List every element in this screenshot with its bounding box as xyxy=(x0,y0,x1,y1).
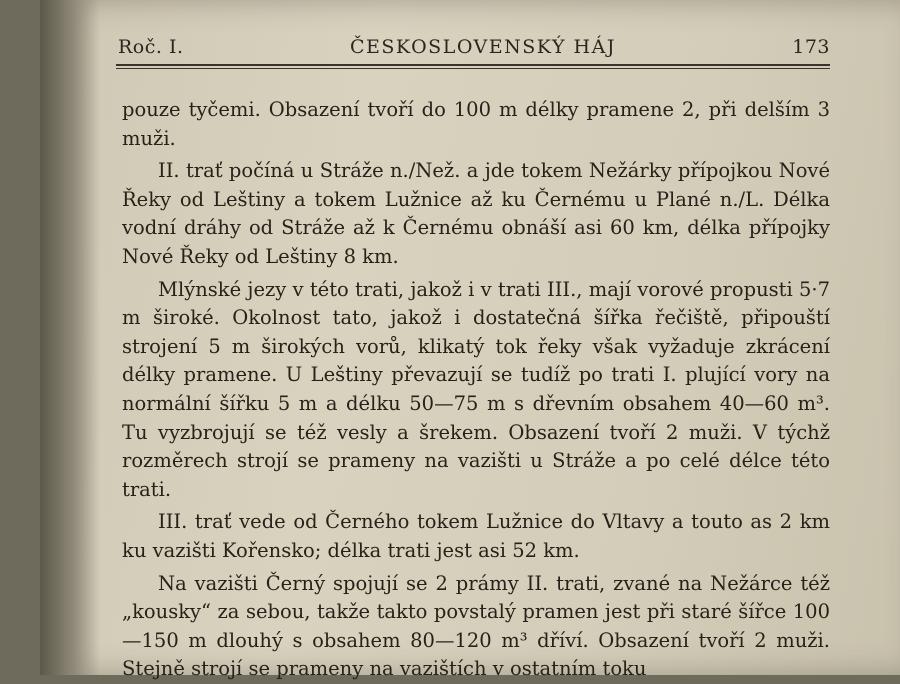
header-rule-thin xyxy=(116,68,830,69)
page-gutter-shadow xyxy=(40,0,100,675)
paragraph-weirs: Mlýnské jezy v této trati, jakož i v trati III., mají vorové propusti 5·7 m široké. Okolnost tato, jakož i dostatečná šířka řečiště, připouští strojení 5 m širokých vorů, klikatý tok řeky však vyžaduje zkrácení délky pramene. U Leštiny převazují se tudíž po trati I. plující vory na normální šířku 5 m a délku 50—75 m s dřevním obsahem 40—60 m³. Tu vyzbrojují se též vesly a šrekem. Obsazení tvoří 2 muži. V týchž rozměrech strojí se prameny na vazišti u Stráže a po celé délce této trati. xyxy=(122,277,830,501)
header-page-number: 173 xyxy=(792,36,830,58)
paragraph-continued: pouze tyčemi. Obsazení tvoří do 100 m délky pramene 2, při delším 3 muži. xyxy=(122,98,830,150)
header-journal-title: ČESKOSLOVENSKÝ HÁJ xyxy=(350,36,616,58)
running-header xyxy=(118,34,830,62)
paragraph-track-three: III. trať vede od Černého tokem Lužnice do Vltavy a touto as 2 km ku vazišti Kořensko; délka trati jest asi 52 km. xyxy=(122,510,830,562)
header-volume: Roč. I. xyxy=(118,36,184,58)
paragraph-track-two: II. trať počíná u Stráže n./Než. a jde tokem Nežárky přípojkou Nové Řeky od Leštiny a tokem Lužnice až ku Černému u Plané n./L. Délka vodní dráhy od Stráže až k Černému obnáší asi 60 km, délka přípojky Nové Řeky od Leštiny 8 km. xyxy=(122,159,830,268)
body-text xyxy=(122,96,830,684)
paragraph-cerny-yard: Na vazišti Černý spojují se 2 prámy II. trati, zvané na Nežárce též „kousky“ za sebou, takže takto povstalý pramen jest při staré šířce 100—150 m dlouhý s obsahem 80—120 m³ dříví. Obsazení tvoří 2 muži. Stejně strojí se prameny na vazištích v ostatním toku xyxy=(122,571,830,681)
header-rule-thick xyxy=(116,64,830,66)
